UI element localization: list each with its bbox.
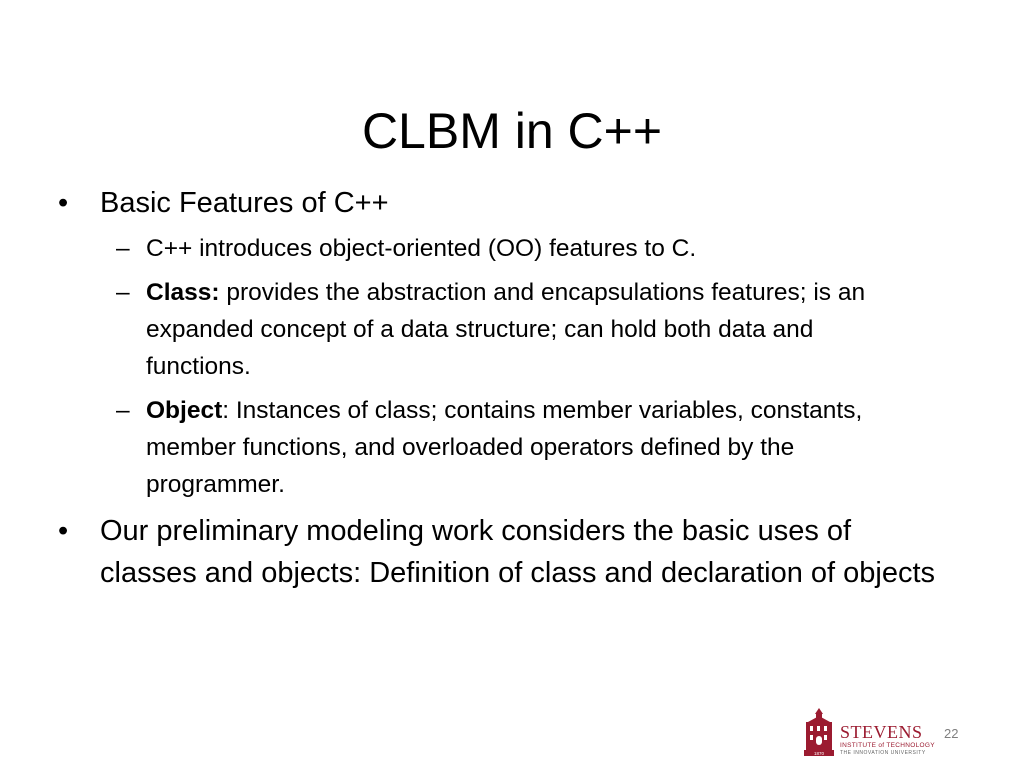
slide-body (58, 182, 938, 600)
stevens-logo (800, 706, 942, 762)
sub-item-text: C++ introduces object-oriented (OO) features to C. (146, 235, 697, 262)
bullet-text: Basic Features of C++ (100, 187, 389, 219)
sub-item (58, 392, 906, 503)
bullet-item (58, 182, 938, 224)
slide-title: CLBM in C++ (361, 102, 663, 159)
sub-item-text: : Instances of class; contains member variables, constants, member functions, and overloaded operators defined by the programmer. (146, 397, 863, 498)
sub-item (58, 274, 906, 385)
bullet-marker: • (58, 187, 69, 219)
page-number: 22 (944, 726, 959, 741)
sub-list (58, 230, 938, 503)
sub-item-lead: Class: (146, 279, 220, 306)
dash-marker: – (116, 235, 130, 262)
logo-tagline: THE INNOVATION UNIVERSITY (840, 750, 926, 756)
logo-subtitle: INSTITUTE of TECHNOLOGY (840, 742, 935, 749)
bullet-text: Our preliminary modeling work considers the basic uses of classes and objects: Definition of class and declaration of objects (100, 515, 936, 589)
bullet-marker: • (58, 515, 69, 547)
logo-name: STEVENS (840, 722, 923, 742)
dash-marker: – (116, 397, 130, 424)
dash-marker: – (116, 279, 130, 306)
bullet-item (58, 510, 938, 594)
building-icon (800, 706, 838, 762)
sub-item (58, 230, 906, 267)
sub-item-lead: Object (146, 397, 223, 424)
sub-item-text: provides the abstraction and encapsulations features; is an expanded concept of a data structure; can hold both data and functions. (146, 279, 866, 380)
logo-year: 1870 (813, 751, 825, 756)
